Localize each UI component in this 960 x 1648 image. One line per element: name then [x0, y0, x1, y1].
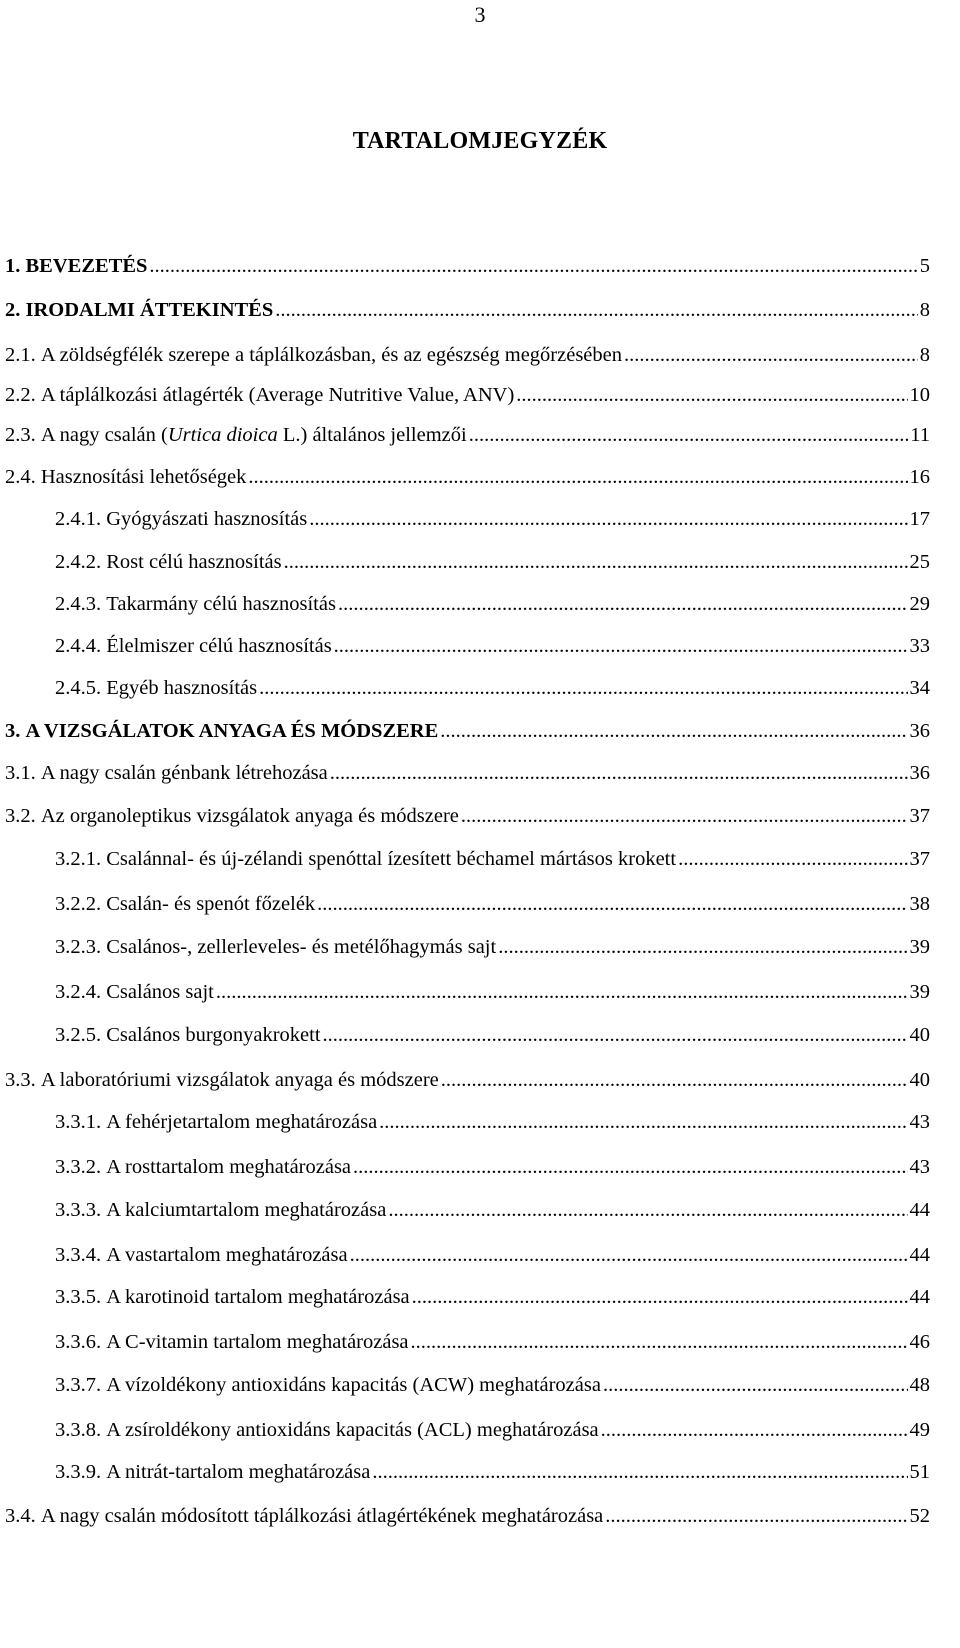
toc-entry-title: A nitrát-tartalom meghatározása — [106, 1461, 371, 1483]
toc-entry-title: Gyógyászati hasznosítás — [106, 508, 308, 530]
toc-dot-leader — [216, 976, 908, 1008]
toc-entry-page: 37 — [909, 848, 930, 870]
toc-entry[interactable] — [55, 976, 930, 1008]
toc-entry-number: 3.3.6. — [55, 1331, 102, 1353]
toc-dot-leader — [412, 1281, 908, 1313]
toc-entry-number: 3.3.7. — [55, 1374, 102, 1396]
toc-entry-title: A nagy csalán módosított táplálkozási átlagértékének meghatározása — [40, 1505, 604, 1527]
toc-entry-page: 8 — [919, 299, 930, 321]
toc-entry-number: 3.2.4. — [55, 981, 102, 1003]
toc-entry-title: A karotinoid tartalom meghatározása — [106, 1286, 410, 1308]
toc-entry-title: A nagy csalán génbank létrehozása — [40, 762, 328, 784]
toc-dot-leader — [353, 1151, 907, 1183]
toc-entry-number: 2.4.4. — [55, 635, 102, 657]
toc-entry-page: 17 — [909, 508, 930, 530]
toc-entry[interactable] — [5, 339, 930, 371]
toc-entry-title: A vízoldékony antioxidáns kapacitás (ACW) meghatározása — [106, 1374, 601, 1396]
toc-entry[interactable] — [55, 1456, 930, 1488]
toc-entry-title: A fehérjetartalom meghatározása — [106, 1111, 378, 1133]
toc-entry[interactable] — [5, 715, 930, 747]
toc-entry-page: 36 — [909, 720, 930, 742]
toc-entry-page: 39 — [909, 981, 930, 1003]
toc-entry-page: 34 — [909, 677, 930, 699]
toc-entry-title: A rosttartalom meghatározása — [106, 1156, 352, 1178]
toc-entry[interactable] — [5, 757, 930, 789]
toc-dot-leader — [601, 1414, 908, 1446]
toc-entry-number: 2.3. — [5, 424, 36, 446]
toc-entry-title: Csalános sajt — [106, 981, 214, 1003]
toc-entry-title: A C-vitamin tartalom meghatározása — [106, 1331, 409, 1353]
toc-entry-number: 3.3.3. — [55, 1199, 102, 1221]
toc-entry-title: A táplálkozási átlagérték (Average Nutritive Value, ANV) — [40, 384, 515, 406]
toc-entry-page: 43 — [909, 1111, 930, 1133]
toc-entry-number: 3.2.2. — [55, 893, 102, 915]
toc-dot-leader — [248, 461, 907, 493]
toc-entry-title: Az organoleptikus vizsgálatok anyaga és módszere — [40, 805, 459, 827]
toc-dot-leader — [372, 1456, 907, 1488]
toc-entry-title: BEVEZETÉS — [25, 255, 148, 277]
toc-entry-number: 3. — [5, 720, 21, 742]
toc-entry-number: 3.1. — [5, 762, 36, 784]
toc-entry-page: 29 — [909, 593, 930, 615]
toc-dot-leader — [603, 1369, 908, 1401]
toc-entry[interactable] — [55, 1326, 930, 1358]
toc-entry[interactable] — [55, 1239, 930, 1271]
toc-entry[interactable] — [55, 1194, 930, 1226]
toc-entry-page: 39 — [909, 936, 930, 958]
toc-entry[interactable] — [5, 250, 930, 282]
toc-dot-leader — [441, 1064, 908, 1096]
toc-dot-leader — [411, 1326, 908, 1358]
toc-entry[interactable] — [55, 1019, 930, 1051]
toc-entry-page: 48 — [909, 1374, 930, 1396]
toc-entry[interactable] — [55, 1281, 930, 1313]
toc-entry-number: 3.3.9. — [55, 1461, 102, 1483]
toc-entry-title: Rost célú hasznosítás — [106, 551, 282, 573]
toc-entry-title: IRODALMI ÁTTEKINTÉS — [25, 299, 274, 321]
toc-entry[interactable] — [5, 1064, 930, 1096]
toc-entry-number: 3.2.1. — [55, 848, 102, 870]
toc-entry[interactable] — [5, 461, 930, 493]
toc-entry-page: 40 — [909, 1024, 930, 1046]
toc-entry[interactable] — [55, 630, 930, 662]
toc-entry-title-part: L.) általános jellemzői — [277, 424, 467, 446]
toc-entry[interactable] — [55, 1106, 930, 1138]
toc-entry[interactable] — [55, 1414, 930, 1446]
toc-entry-page: 11 — [910, 424, 930, 446]
toc-entry-title: Csalánnal- és új-zélandi spenóttal ízesített béchamel mártásos krokett — [106, 848, 677, 870]
toc-entry-page: 37 — [909, 805, 930, 827]
toc-entry-number: 3.2.3. — [55, 936, 102, 958]
page-number: 3 — [474, 2, 486, 27]
toc-entry-number: 3.4. — [5, 1505, 36, 1527]
toc-entry[interactable] — [5, 1500, 930, 1532]
toc-dot-leader — [284, 546, 908, 578]
toc-dot-leader — [334, 630, 908, 662]
toc-entry-page: 44 — [909, 1199, 930, 1221]
toc-dot-leader — [275, 294, 917, 326]
toc-entry-title: Hasznosítási lehetőségek — [40, 466, 247, 488]
toc-entry-page: 25 — [909, 551, 930, 573]
toc-dot-leader — [388, 1194, 907, 1226]
toc-dot-leader — [469, 419, 909, 451]
toc-entry-title: A laboratóriumi vizsgálatok anyaga és módszere — [40, 1069, 439, 1091]
toc-entry-number: 2.4. — [5, 466, 36, 488]
toc-entry-page: 36 — [909, 762, 930, 784]
toc-entry-number: 3.3.5. — [55, 1286, 102, 1308]
toc-dot-leader — [350, 1239, 908, 1271]
toc-dot-leader — [338, 588, 908, 620]
toc-entry-page: 38 — [909, 893, 930, 915]
toc-entry-number: 2.4.2. — [55, 551, 102, 573]
toc-dot-leader — [379, 1106, 907, 1138]
toc-entry-title: A zsíroldékony antioxidáns kapacitás (ACL) meghatározása — [106, 1419, 599, 1441]
toc-entry-title-italic: Urtica dioica — [167, 424, 278, 446]
toc-entry[interactable] — [55, 546, 930, 578]
toc-entry-title: Csalános burgonyakrokett — [106, 1024, 321, 1046]
toc-dot-leader — [440, 715, 907, 747]
toc-entry-title — [41, 419, 467, 451]
toc-entry-number: 2.4.3. — [55, 593, 102, 615]
toc-entry-number: 3.2.5. — [55, 1024, 102, 1046]
toc-entry[interactable] — [55, 931, 930, 963]
toc-dot-leader — [317, 888, 907, 920]
toc-entry-page: 43 — [909, 1156, 930, 1178]
toc-entry[interactable] — [55, 843, 930, 875]
toc-dot-leader — [498, 931, 907, 963]
toc-entry-title: A VIZSGÁLATOK ANYAGA ÉS MÓDSZERE — [25, 720, 439, 742]
toc-entry-page: 44 — [909, 1286, 930, 1308]
toc-entry-number: 1. — [5, 255, 21, 277]
toc-title: TARTALOMJEGYZÉK — [352, 128, 608, 154]
toc-entry-page: 46 — [909, 1331, 930, 1353]
toc-entry-title: Csalános-, zellerleveles- és metélőhagymás sajt — [106, 936, 497, 958]
toc-entry-number: 2.1. — [5, 344, 36, 366]
toc-dot-leader — [330, 757, 908, 789]
toc-dot-leader — [323, 1019, 908, 1051]
toc-entry-number: 3.3.8. — [55, 1419, 102, 1441]
toc-entry[interactable] — [55, 1151, 930, 1183]
toc-entry[interactable] — [55, 672, 930, 704]
toc-entry-number: 2.2. — [5, 384, 36, 406]
toc-entry-title-part: A nagy csalán ( — [40, 424, 168, 446]
toc-entry-title: Élelmiszer célú hasznosítás — [106, 635, 332, 657]
toc-dot-leader — [259, 672, 907, 704]
toc-dot-leader — [309, 503, 907, 535]
toc-entry-page: 8 — [919, 344, 930, 366]
toc-entry-number: 3.3.2. — [55, 1156, 102, 1178]
toc-entry-number: 2. — [5, 299, 21, 321]
toc-entry[interactable] — [55, 503, 930, 535]
toc-entry-number: 2.4.1. — [55, 508, 102, 530]
toc-entry-title: A kalciumtartalom meghatározása — [106, 1199, 387, 1221]
toc-entry[interactable] — [5, 419, 930, 451]
toc-entry-page: 40 — [909, 1069, 930, 1091]
toc-entry[interactable] — [5, 800, 930, 832]
toc-dot-leader — [516, 379, 907, 411]
toc-entry[interactable] — [55, 588, 930, 620]
toc-entry-page: 5 — [919, 255, 930, 277]
toc-entry-page: 10 — [909, 384, 930, 406]
toc-entry[interactable] — [55, 1369, 930, 1401]
toc-entry-title: Csalán- és spenót főzelék — [106, 893, 316, 915]
toc-entry-number: 3.3.1. — [55, 1111, 102, 1133]
toc-entry-page: 44 — [909, 1244, 930, 1266]
toc-dot-leader — [605, 1500, 907, 1532]
toc-entry[interactable] — [55, 888, 930, 920]
toc-dot-leader — [461, 800, 908, 832]
toc-entry-number: 3.2. — [5, 805, 36, 827]
toc-entry-title: Egyéb hasznosítás — [106, 677, 258, 699]
toc-entry-page: 51 — [909, 1461, 930, 1483]
toc-entry-page: 16 — [909, 466, 930, 488]
toc-entry-page: 49 — [909, 1419, 930, 1441]
toc-entry-title: A vastartalom meghatározása — [106, 1244, 348, 1266]
toc-entry-number: 2.4.5. — [55, 677, 102, 699]
toc-entry-title: A zöldségfélék szerepe a táplálkozásban, és az egészség megőrzésében — [40, 344, 622, 366]
toc-entry-number: 3.3.4. — [55, 1244, 102, 1266]
toc-dot-leader — [624, 339, 918, 371]
toc-entry-page: 52 — [909, 1505, 930, 1527]
toc-entry-title: Takarmány célú hasznosítás — [106, 593, 336, 615]
toc-entry-number: 3.3. — [5, 1069, 36, 1091]
toc-dot-leader — [149, 250, 917, 282]
toc-entry[interactable] — [5, 294, 930, 326]
toc-entry-page: 33 — [909, 635, 930, 657]
toc-dot-leader — [678, 843, 907, 875]
toc-entry[interactable] — [5, 379, 930, 411]
